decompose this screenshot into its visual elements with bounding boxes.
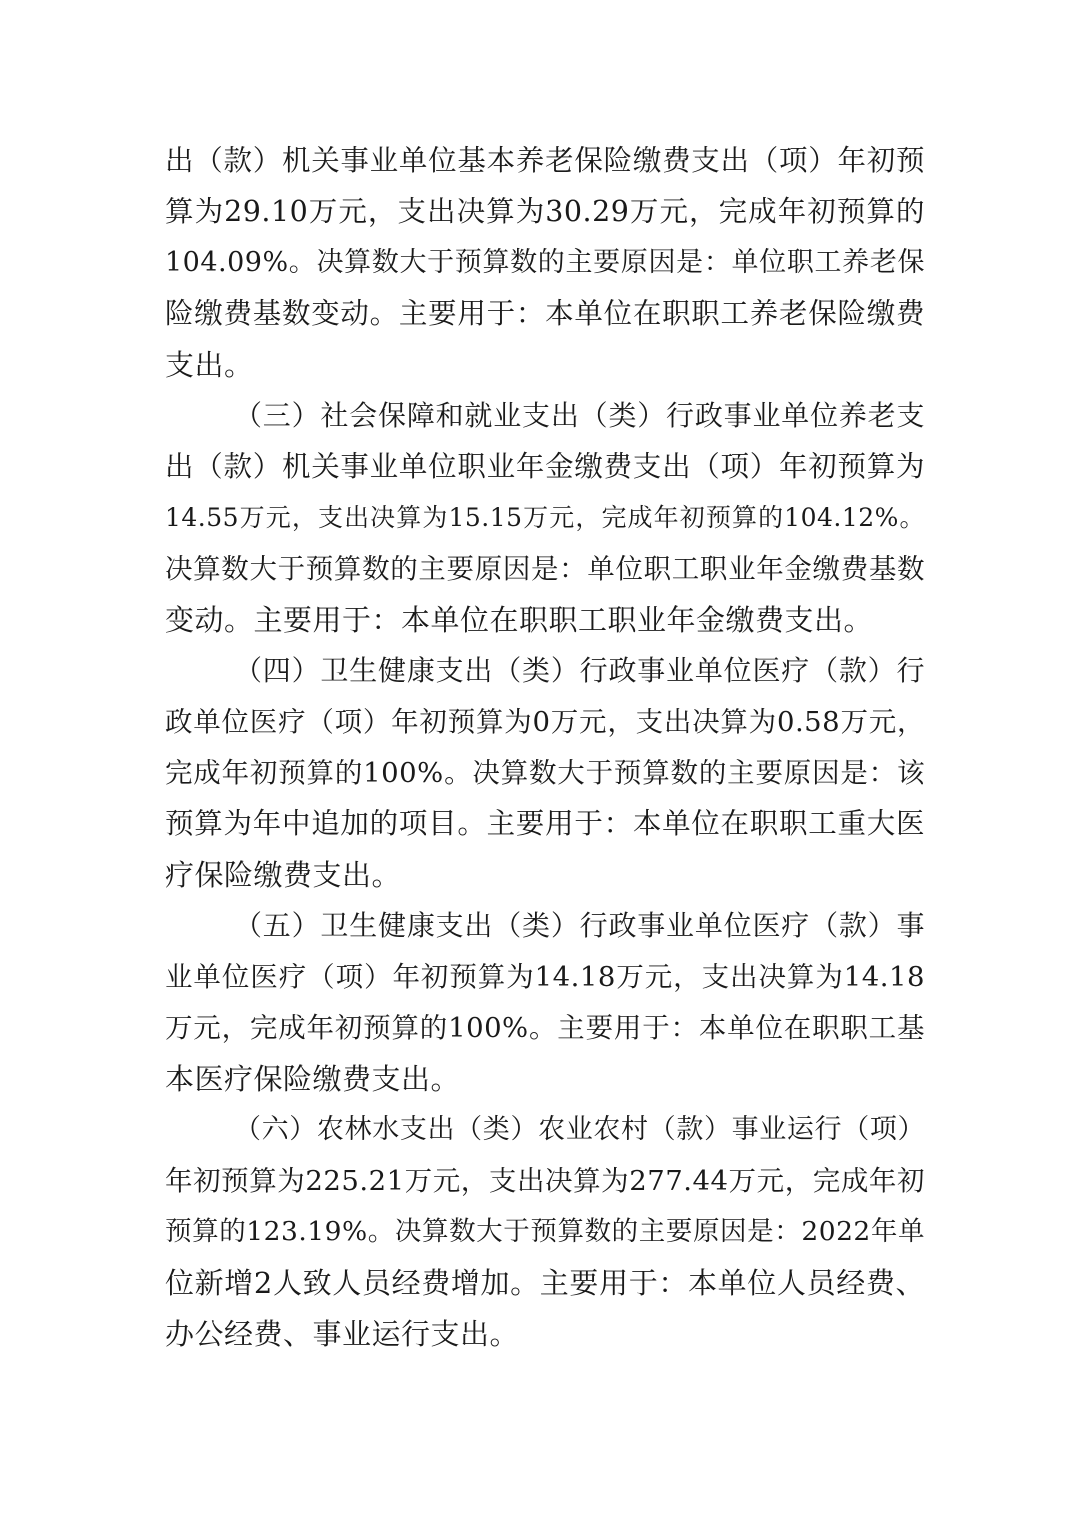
text-line: 预算为年中追加的项目。主要用于：本单位在职职工重大医 <box>165 807 925 840</box>
text-line: 决算数大于预算数的主要原因是：单位职工职业年金缴费基数 <box>165 553 925 585</box>
text-line: 算为29.10万元，支出决算为30.29万元，完成年初预算的 <box>165 195 925 228</box>
text-line: 出（款）机关事业单位职业年金缴费支出（项）年初预算为 <box>165 450 925 483</box>
text-line: （四）卫生健康支出（类）行政事业单位医疗（款）行 <box>234 654 925 687</box>
text-line: 业单位医疗（项）年初预算为14.18万元，支出决算为14.18 <box>165 961 925 993</box>
text-line: （五）卫生健康支出（类）行政事业单位医疗（款）事 <box>234 909 925 942</box>
text-line: 位新增2人致人员经费增加。主要用于：本单位人员经费、 <box>165 1266 925 1300</box>
text-line: 104.09%。决算数大于预算数的主要原因是：单位职工养老保 <box>165 247 925 278</box>
text-line: 完成年初预算的100%。决算数大于预算数的主要原因是：该 <box>165 757 925 789</box>
text-line: 支出。 <box>165 348 254 382</box>
text-line: （六）农林水支出（类）农业农村（款）事业运行（项） <box>234 1114 925 1145</box>
text-line: 疗保险缴费支出。 <box>165 858 402 892</box>
text-line: 14.55万元，支出决算为15.15万元，完成年初预算的104.12%。 <box>165 503 925 532</box>
text-line: 本医疗保险缴费支出。 <box>165 1062 461 1096</box>
text-line: 万元，完成年初预算的100%。主要用于：本单位在职职工基 <box>165 1012 925 1044</box>
text-line: 政单位医疗（项）年初预算为0万元，支出决算为0.58万元， <box>165 706 925 738</box>
text-line: 险缴费基数变动。主要用于：本单位在职职工养老保险缴费 <box>165 297 925 330</box>
text-line: 出（款）机关事业单位基本养老保险缴费支出（项）年初预 <box>165 144 925 177</box>
text-line: 年初预算为225.21万元，支出决算为277.44万元，完成年初 <box>165 1165 925 1197</box>
text-line: 办公经费、事业运行支出。 <box>165 1317 520 1351</box>
text-line: （三）社会保障和就业支出（类）行政事业单位养老支 <box>234 399 925 432</box>
text-line: 变动。主要用于：本单位在职职工职业年金缴费支出。 <box>165 603 874 637</box>
text-line: 预算的123.19%。决算数大于预算数的主要原因是：2022年单 <box>165 1216 925 1247</box>
